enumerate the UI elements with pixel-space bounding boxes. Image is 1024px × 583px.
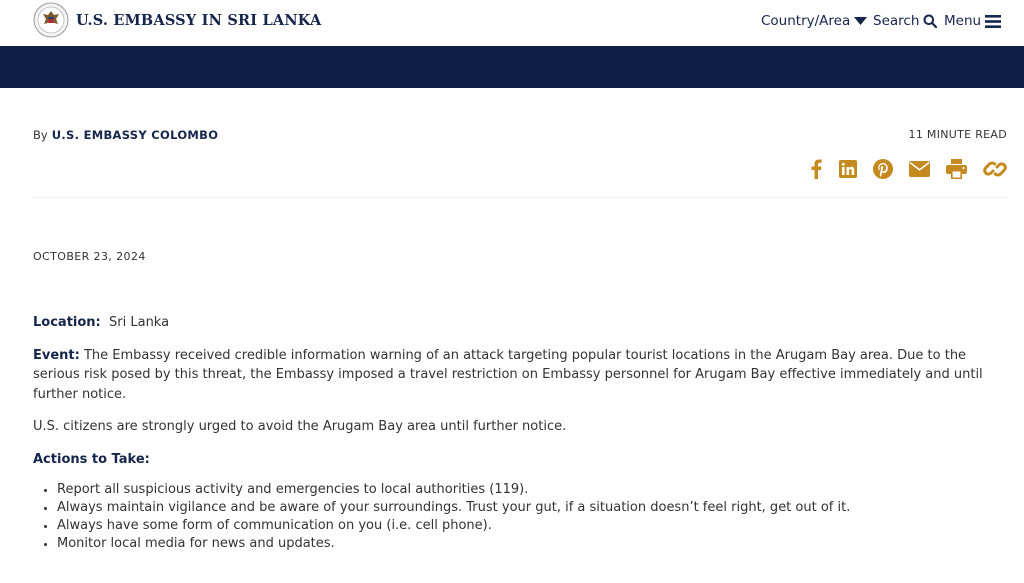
byline [33,128,218,142]
location-value: Sri Lanka [109,315,170,330]
linkedin-icon [839,160,857,178]
share-email-button[interactable] [908,158,930,180]
read-time: 11 MINUTE READ [908,128,1007,141]
pinterest-icon [873,159,893,179]
print-icon [946,159,967,179]
print-button[interactable] [944,158,968,180]
list-item: • Report all suspicious activity and emergencies to local authorities (119). [57,481,1007,499]
search-button[interactable] [873,13,937,29]
search-icon [923,14,937,28]
share-facebook-button[interactable] [807,158,825,180]
menu-label: Menu [944,13,982,29]
list-item: • Always maintain vigilance and be aware of your surroundings. Trust your gut, if a situation doesn’t feel right, get out of it. [57,499,1007,517]
actions-list [33,481,1007,553]
country-area-label: Country/Area [761,13,851,29]
list-item: • Monitor local media for news and updates. [57,535,1007,553]
byline-prefix: By [33,128,48,142]
share-linkedin-button[interactable] [838,158,858,180]
search-label: Search [873,13,920,29]
site-header [0,0,1024,46]
article-body [33,313,1007,553]
share-pinterest-button[interactable] [872,158,894,180]
event-paragraph [33,346,1007,405]
location-label: Location: [33,315,101,330]
event-text: The Embassy received credible information warning of an attack targeting popular tourist locations in the Arugam Bay area. Due to the serious risk posed by this threat, the Embassy imposed a travel restriction on Embassy personnel for Arugam Bay effective immediately and until further notice. [33,347,983,402]
caret-down-icon [854,17,867,26]
email-icon [909,161,930,177]
list-item: • Always have some form of communication on you (i.e. cell phone). [57,517,1007,535]
embassy-seal-icon[interactable] [33,2,69,38]
divider [33,197,1007,198]
facebook-icon [811,159,822,179]
menu-button[interactable] [944,13,1001,29]
actions-label: Actions to Take: [33,451,150,467]
actions-heading [33,450,1007,470]
advice-paragraph: U.S. citizens are strongly urged to avoid the Arugam Bay area until further notice. [33,419,567,434]
country-area-dropdown[interactable] [761,13,867,29]
copy-link-icon [983,159,1007,179]
site-title[interactable]: U.S. EMBASSY IN SRI LANKA [76,12,322,29]
publish-date: OCTOBER 23, 2024 [33,250,146,263]
hamburger-icon [985,15,1001,28]
copy-link-button[interactable] [982,158,1008,180]
byline-author[interactable]: U.S. EMBASSY COLOMBO [51,128,219,142]
hero-banner [0,46,1024,88]
location-line [33,313,1007,333]
event-label: Event: [33,347,80,363]
